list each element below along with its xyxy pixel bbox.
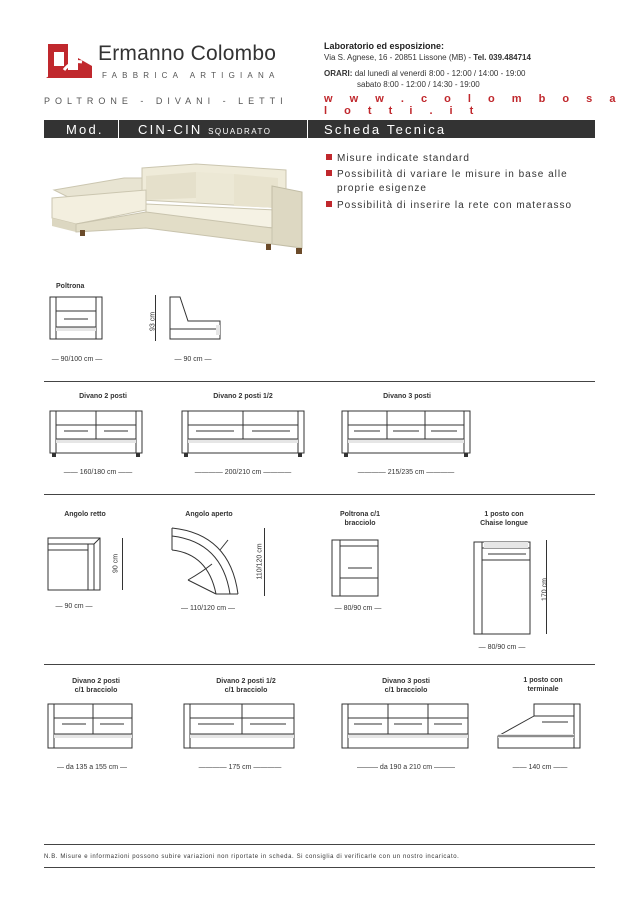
dim-text: da 190 a 210 cm bbox=[379, 764, 433, 771]
dim-text: 175 cm bbox=[228, 764, 252, 771]
brand-logo-icon bbox=[44, 40, 94, 82]
label-divano-3-posti: Divano 3 posti bbox=[383, 393, 431, 400]
dim-angolo-retto-height: 90 cm bbox=[112, 553, 120, 574]
model-name: CIN-CIN bbox=[138, 122, 203, 137]
label-line: Divano 2 posti bbox=[72, 678, 120, 685]
drawing-divano-2-posti-bracciolo bbox=[44, 700, 140, 755]
dim-divano-3-posti: ———— 215/235 cm ———— bbox=[357, 469, 455, 476]
label-divano-2-posti: Divano 2 posti bbox=[79, 393, 127, 400]
contact-hours-week bbox=[324, 69, 525, 78]
footer-divider bbox=[44, 867, 595, 868]
drawing-posto-terminale bbox=[494, 700, 586, 755]
label-line: 1 posto con bbox=[484, 511, 524, 518]
bullet-icon bbox=[326, 170, 332, 176]
label-divano-3-posti-bracciolo bbox=[364, 677, 448, 695]
feature-text: Possibilità di inserire la rete con materasso bbox=[337, 200, 573, 211]
dim-divano-2-posti: —— 160/180 cm —— bbox=[63, 469, 133, 476]
contact-title: Laboratorio ed esposizione: bbox=[324, 41, 445, 51]
hours-label: ORARI: bbox=[324, 69, 353, 78]
brand-tagline: POLTRONE - DIVANI - LETTI bbox=[44, 96, 288, 106]
drawing-angolo-aperto bbox=[168, 524, 248, 600]
brand-subtitle: FABBRICA ARTIGIANA bbox=[102, 71, 280, 80]
dim-divano-2-posti-bracciolo: — da 135 a 155 cm — bbox=[56, 764, 128, 771]
feature-item bbox=[326, 168, 568, 182]
feature-item-cont: proprie esigenze bbox=[337, 183, 427, 194]
dim-text: 110/120 cm bbox=[189, 605, 227, 612]
label-line: Divano 3 posti bbox=[382, 678, 430, 685]
label-divano-2-posti-mezzo-bracciolo bbox=[196, 677, 296, 695]
label-chaise-longue bbox=[464, 510, 544, 528]
dim-text: da 135 a 155 cm bbox=[65, 764, 119, 771]
dim-text: 80/90 cm bbox=[343, 605, 373, 612]
dim-text: 160/180 cm bbox=[79, 469, 117, 476]
mod-label: Mod. bbox=[66, 122, 104, 137]
dim-divano-3-posti-bracciolo: ——— da 190 a 210 cm ——— bbox=[356, 764, 456, 771]
label-poltrona-bracciolo bbox=[320, 510, 400, 528]
section-divider bbox=[44, 381, 595, 382]
dim-vertical-line bbox=[122, 538, 123, 590]
footer-note: N.B. Misure e informazioni possono subire variazioni non riportate in scheda. Si consiglia di verificarle con un nostro incaricato. bbox=[44, 854, 460, 860]
label-poltrona: Poltrona bbox=[56, 283, 85, 290]
drawing-poltrona-front bbox=[44, 295, 114, 345]
dim-text: 90 cm bbox=[183, 356, 203, 363]
dim-poltrona-bracciolo: — 80/90 cm — bbox=[334, 605, 382, 612]
contact-address-text: Via S. Agnese, 16 - 20851 Lissone (MB) - bbox=[324, 53, 472, 62]
bar-divider bbox=[118, 120, 119, 138]
dim-posto-terminale: —— 140 cm —— bbox=[512, 764, 568, 771]
contact-address bbox=[324, 53, 531, 62]
contact-tel: Tel. 039.484714 bbox=[473, 53, 531, 62]
header-bar bbox=[44, 120, 595, 138]
section-divider bbox=[44, 844, 595, 845]
website-link[interactable]: w w w . c o l o m b o s a l o t t i . i t bbox=[324, 93, 623, 117]
drawing-divano-2-posti-mezzo bbox=[176, 405, 310, 460]
dim-angolo-aperto-width: — 110/120 cm — bbox=[181, 605, 235, 612]
sheet-label: Scheda Tecnica bbox=[324, 122, 447, 137]
label-line: c/1 bracciolo bbox=[224, 687, 268, 694]
drawing-poltrona-side bbox=[166, 295, 226, 345]
label-line: Poltrona c/1 bbox=[339, 511, 381, 518]
dim-angolo-retto-width: — 90 cm — bbox=[55, 603, 93, 610]
section-divider bbox=[44, 494, 595, 495]
label-line: terminale bbox=[527, 686, 559, 693]
dim-text: 90 cm bbox=[64, 603, 84, 610]
dim-text: 90/100 cm bbox=[60, 356, 94, 363]
dim-poltrona-width: — 90/100 cm — bbox=[51, 356, 103, 363]
contact-hours-sat: sabato 8:00 - 12:00 / 14:30 - 19:00 bbox=[357, 80, 480, 89]
dim-text: 140 cm bbox=[528, 764, 552, 771]
dim-chaise-longue-height: 170 cm bbox=[541, 578, 549, 601]
model-title bbox=[138, 122, 272, 137]
hours-week-text: dal lunedì al venerdì 8:00 - 12:00 / 14:00 - 19:00 bbox=[354, 69, 526, 78]
brand-name: Ermanno Colombo bbox=[98, 42, 277, 65]
drawing-divano-3-posti bbox=[336, 405, 476, 460]
bar-divider bbox=[307, 120, 308, 138]
feature-text: Misure indicate standard bbox=[337, 153, 470, 164]
label-angolo-retto: Angolo retto bbox=[64, 511, 106, 518]
label-angolo-aperto: Angolo aperto bbox=[185, 511, 233, 518]
dim-chaise-longue-width: — 80/90 cm — bbox=[478, 644, 526, 651]
drawing-angolo-retto bbox=[44, 536, 106, 596]
feature-item bbox=[326, 199, 572, 213]
label-line: Divano 2 posti 1/2 bbox=[216, 678, 276, 685]
label-divano-2-posti-mezzo: Divano 2 posti 1/2 bbox=[213, 393, 273, 400]
label-divano-2-posti-bracciolo bbox=[56, 677, 136, 695]
feature-text: Possibilità di variare le misure in base alle bbox=[337, 169, 568, 180]
sofa-photo bbox=[46, 148, 308, 258]
dim-vertical-line bbox=[264, 528, 265, 596]
dim-poltrona-height: 93 cm bbox=[149, 311, 157, 332]
dim-poltrona-depth: — 90 cm — bbox=[174, 356, 212, 363]
drawing-divano-2-posti-mezzo-bracciolo bbox=[180, 700, 300, 755]
dim-divano-2-posti-mezzo-bracciolo: ———— 175 cm ———— bbox=[198, 764, 282, 771]
feature-item bbox=[326, 152, 470, 166]
bullet-icon bbox=[326, 201, 332, 207]
dim-text: 215/235 cm bbox=[387, 469, 425, 476]
label-line: c/1 bracciolo bbox=[74, 687, 118, 694]
label-line: Chaise longue bbox=[480, 520, 528, 527]
dim-divano-2-posti-mezzo: ———— 200/210 cm ———— bbox=[194, 469, 292, 476]
label-line: c/1 bracciolo bbox=[384, 687, 428, 694]
drawing-divano-2-posti bbox=[44, 405, 148, 460]
drawing-chaise-longue bbox=[470, 538, 534, 638]
dim-angolo-aperto-height: 110/120 cm bbox=[256, 543, 264, 580]
drawing-divano-3-posti-bracciolo bbox=[338, 700, 474, 755]
dim-text: 80/90 cm bbox=[487, 644, 517, 651]
label-line: bracciolo bbox=[344, 520, 376, 527]
drawing-poltrona-bracciolo bbox=[328, 538, 388, 600]
label-line: 1 posto con bbox=[523, 677, 563, 684]
label-posto-terminale bbox=[508, 676, 578, 694]
section-divider bbox=[44, 664, 595, 665]
model-variant: SQUADRATO bbox=[208, 127, 272, 136]
dim-text: 200/210 cm bbox=[224, 469, 262, 476]
bullet-icon bbox=[326, 154, 332, 160]
